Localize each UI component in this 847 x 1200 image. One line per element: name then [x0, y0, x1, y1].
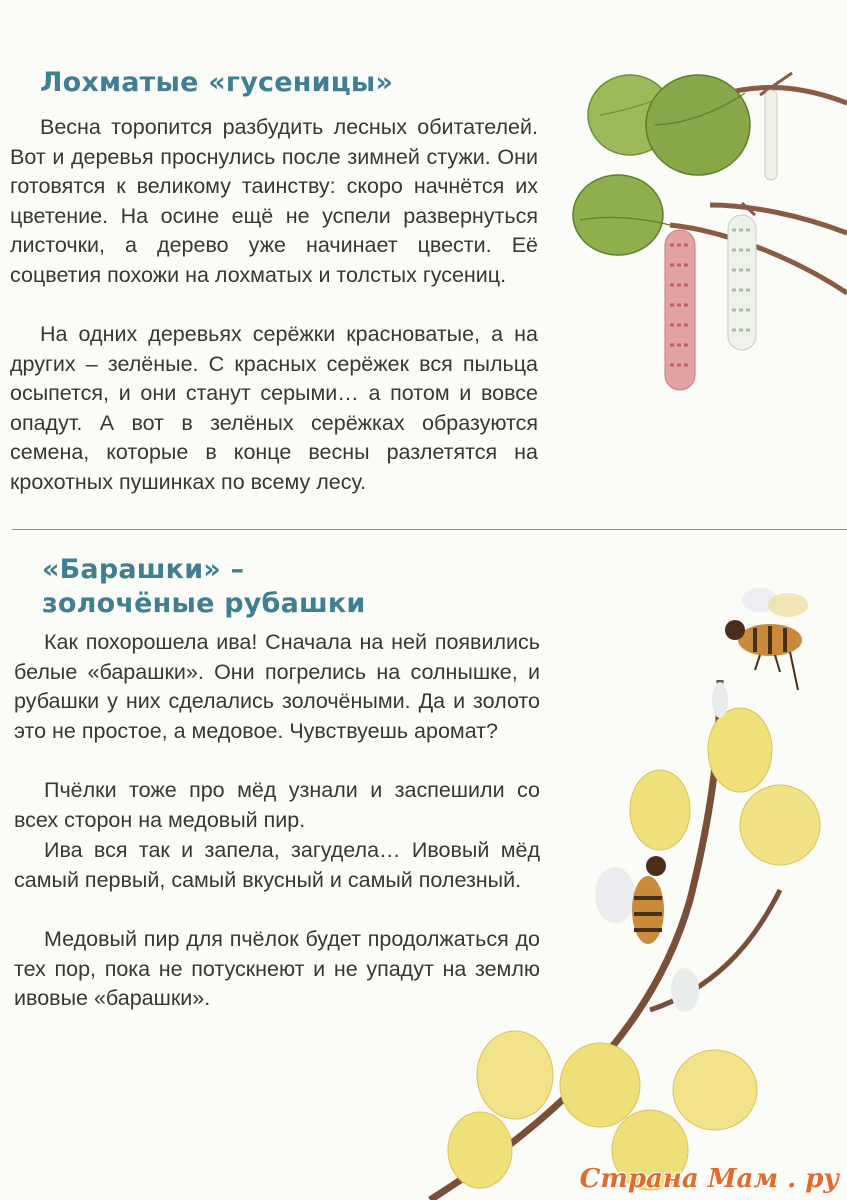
bee-icon	[725, 588, 808, 690]
section2-paragraph-2: Пчёлки тоже про мёд узнали и заспешили со всех сторон на медовый пир.	[14, 778, 540, 832]
section2-title-line1: «Барашки» –	[42, 554, 245, 585]
willow-catkin-icon	[448, 682, 820, 1190]
aspen-leaf-icon	[646, 75, 750, 175]
red-catkin-icon	[665, 230, 695, 390]
aspen-leaf-icon	[573, 175, 670, 255]
section2-paragraph-1: Как похорошела ива! Сначала на ней появились белые «барашки». Они погрелись на солнышке, и рубашки у них сделались золочёными. Да и золото это не простое, а медовое. Чувствуешь аромат?	[14, 630, 540, 743]
willow-bees-illustration	[420, 570, 847, 1200]
section2-paragraph-4: Медовый пир для пчёлок будет продолжаться до тех пор, пока не потускнеют и не упадут на землю ивовые «барашки».	[14, 927, 540, 1011]
bee-icon	[595, 856, 666, 944]
section1-paragraph-2: На одних деревьях серёжки красноватые, а на других – зелёные. С красных серёжек вся пыльца осыпется, и они станут серыми… а потом и вовсе опадут. А вот в зелёных серёжках образуются семена, которые в конце весны разлетятся на крохотных пушинках по всему лесу.	[10, 322, 538, 494]
section2-paragraph-3: Ива вся так и запела, загудела… Ивовый мёд самый первый, самый вкусный и самый полезный.	[14, 838, 540, 892]
section1-paragraph-1: Весна торопится разбудить лесных обитателей. Вот и деревья проснулись после зимней стужи. Они готовятся к великому таинству: скоро начнётся их цветение. На осине ещё не успели развернуться листочки, а дерево уже начинает цвести. Её соцветия похожи на лохматых и толстых гусениц.	[10, 115, 538, 287]
section2-title-line2: золочёные рубашки	[42, 588, 366, 619]
section-divider	[12, 529, 847, 530]
green-catkin-icon	[728, 215, 756, 350]
aspen-catkins-illustration	[560, 55, 847, 400]
site-watermark: Страна Мам . ру	[579, 1164, 839, 1194]
section1-title: Лохматые «гусеницы»	[40, 67, 394, 98]
